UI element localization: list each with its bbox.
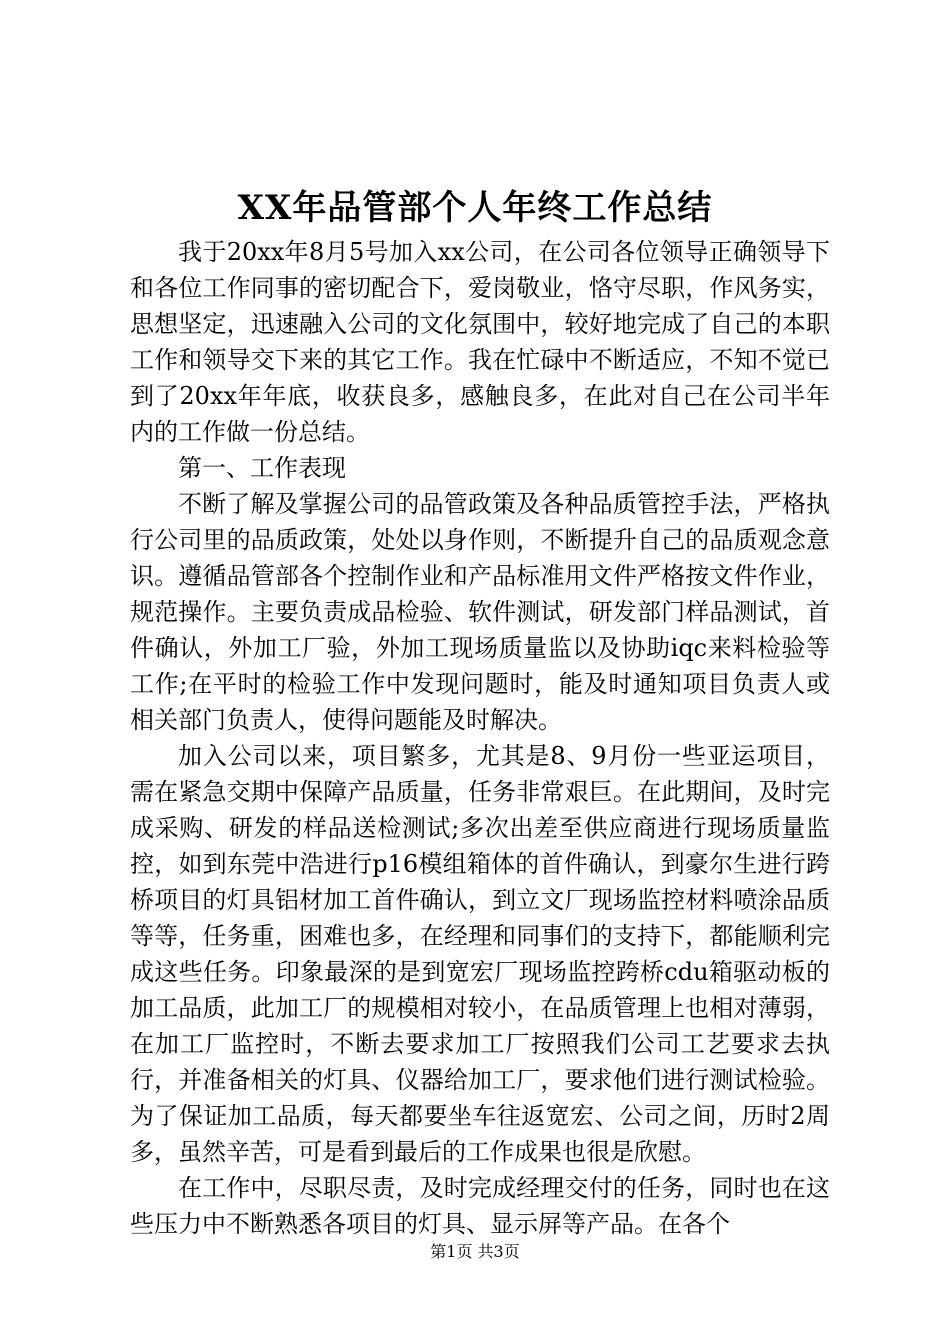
document-title: XX年品管部个人年终工作总结 [237,188,713,228]
paragraph-duties: 在工作中，尽职尽责，及时完成经理交付的任务，同时也在这些压力中不断熟悉各项目的灯具、显示屏等产品。在各个 [130,1174,830,1238]
paragraph-intro: 我于20xx年8月5号加入xx公司，在公司各位领导正确领导下和各位工作同事的密切配合下，爱岗敬业，恪守尽职，作风务实，思想坚定，迅速融入公司的文化氛围中，较好地完成了自己的本职工作和领导交下来的其它工作。我在忙碌中不断适应，不知不觉已到了20xx年年底，收获良多，感触良多，在此对自己在公司半年内的工作做一份总结。 [130,238,830,446]
section-heading-work-performance: 第一、工作表现 [178,454,346,482]
paragraph-projects: 加入公司以来，项目繁多，尤其是8、9月份一些亚运项目，需在紧急交期中保障产品质量，任务非常艰巨。在此期间，及时完成采购、研发的样品送检测试;多次出差至供应商进行现场质量监控，如到东莞中浩进行p16模组箱体的首件确认，到豪尔生进行跨桥项目的灯具铝材加工首件确认，到立文厂现场监控材料喷涂品质等等，任务重，困难也多，在经理和同事们的支持下，都能顺利完成这些任务。印象最深的是到宽宏厂现场监控跨桥cdu箱驱动板的加工品质，此加工厂的规模相对较小，在品质管理上也相对薄弱，在加工厂监控时，不断去要求加工厂按照我们公司工艺要求去执行，并准备相关的灯具、仪器给加工厂，要求他们进行测试检验。为了保证加工品质，每天都要坐车往返宽宏、公司之间，历时2周多，虽然辛苦，可是看到最后的工作成果也很是欣慰。 [130,742,830,1166]
page-number-footer: 第1页 共3页 [430,1242,520,1261]
document-body [130,234,830,1242]
paragraph-quality-policy: 不断了解及掌握公司的品管政策及各种品质管控手法，严格执行公司里的品质政策，处处以身作则，不断提升自己的品质观念意识。遵循品管部各个控制作业和产品标准用文件严格按文件作业，规范操作。主要负责成品检验、软件测试，研发部门样品测试，首件确认，外加工厂验，外加工现场质量监以及协助iqc来料检验等工作;在平时的检验工作中发现问题时，能及时通知项目负责人或相关部门负责人，使得问题能及时解决。 [130,490,830,734]
